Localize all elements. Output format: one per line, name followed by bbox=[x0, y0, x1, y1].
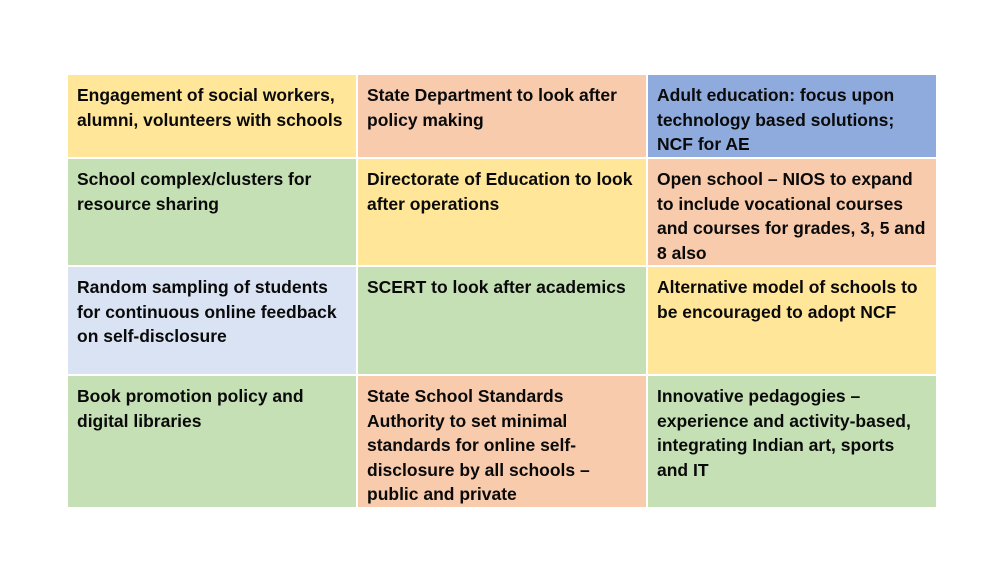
table-cell-r1-c2: State Department to look after policy making bbox=[358, 75, 646, 157]
table-cell-r2-c2: Directorate of Education to look after operations bbox=[358, 159, 646, 265]
table-cell-r2-c3: Open school – NIOS to expand to include vocational courses and courses for grades, 3, 5 and 8 also bbox=[648, 159, 936, 265]
table-cell-r1-c1: Engagement of social workers, alumni, volunteers with schools bbox=[68, 75, 356, 157]
table-cell-r3-c3: Alternative model of schools to be encouraged to adopt NCF bbox=[648, 267, 936, 374]
table-cell-r4-c1: Book promotion policy and digital libraries bbox=[68, 376, 356, 507]
table-cell-r1-c3: Adult education: focus upon technology based solutions; NCF for AE bbox=[648, 75, 936, 157]
table-cell-r4-c2: State School Standards Authority to set minimal standards for online self-disclosure by all schools – public and private bbox=[358, 376, 646, 507]
table-cell-r3-c2: SCERT to look after academics bbox=[358, 267, 646, 374]
table-cell-r4-c3: Innovative pedagogies – experience and activity-based, integrating Indian art, sports and IT bbox=[648, 376, 936, 507]
table-cell-r3-c1: Random sampling of students for continuous online feedback on self-disclosure bbox=[68, 267, 356, 374]
policy-table bbox=[68, 75, 932, 507]
table-cell-r2-c1: School complex/clusters for resource sharing bbox=[68, 159, 356, 265]
